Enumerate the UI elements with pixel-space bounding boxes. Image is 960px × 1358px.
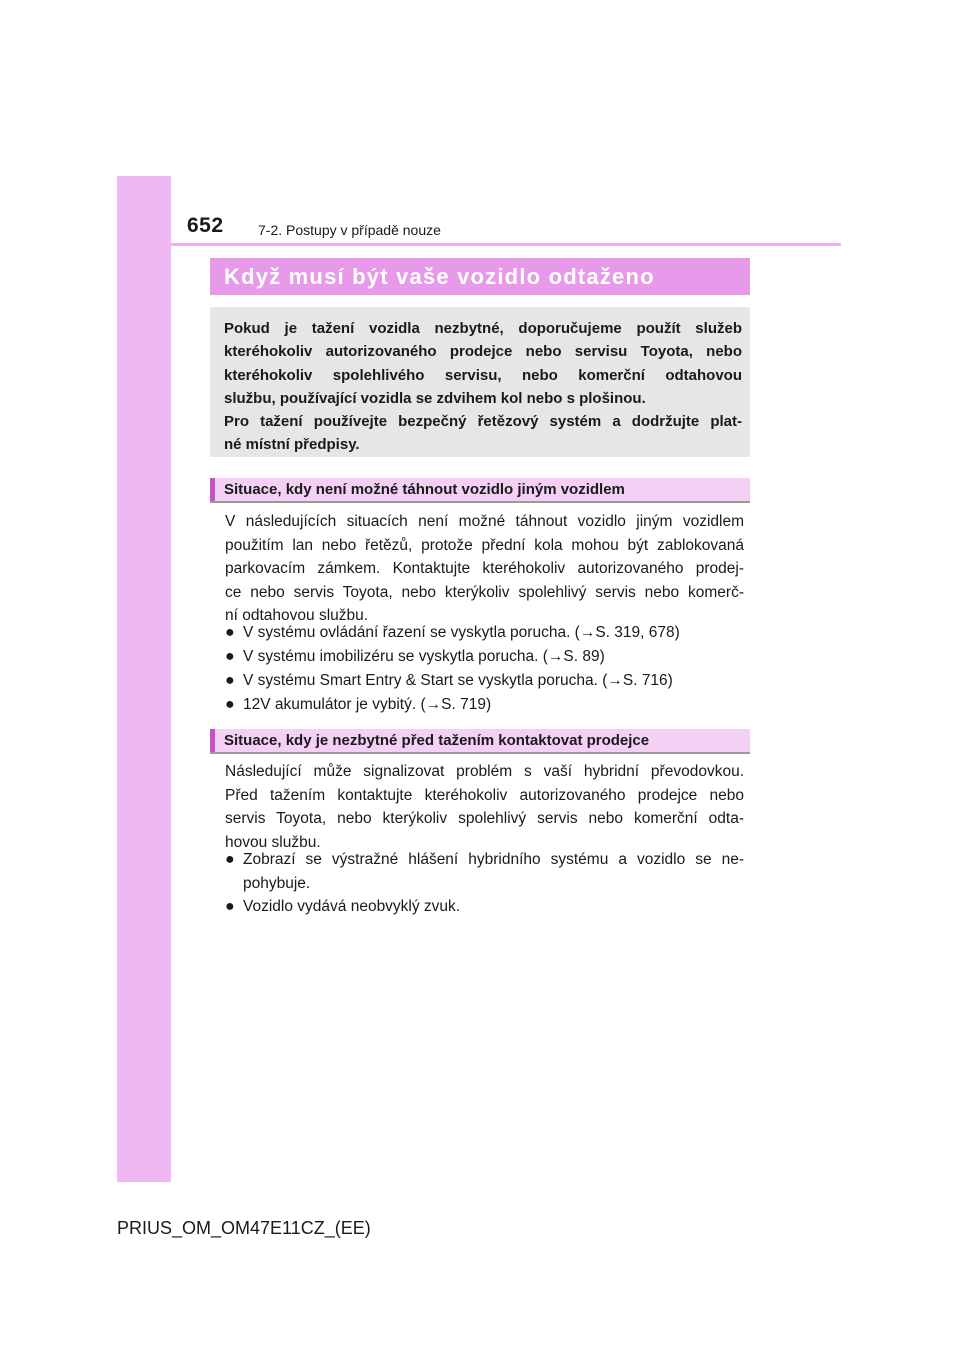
section-header: 7-2. Postupy v případě nouze	[258, 222, 441, 238]
list-item	[225, 693, 744, 717]
chapter-tab-sidebar	[117, 176, 171, 1182]
paragraph-line: ní odtahovou službu.	[225, 607, 369, 624]
paragraph-line: Před tažením kontaktujte kteréhokoliv autorizovaného prodejce nebo	[225, 786, 744, 804]
section1-paragraph	[225, 510, 744, 628]
section2-paragraph	[225, 760, 744, 854]
intro-line: né místní předpisy.	[224, 436, 360, 454]
bullet-icon: ●	[225, 898, 235, 915]
subheading-no-towing	[210, 478, 750, 503]
subheading-text: Situace, kdy je nezbytné před tažením kontaktovat prodejce	[224, 732, 650, 749]
paragraph-line: Následující může signalizovat problém s vaší hybridní převodovkou.	[225, 763, 744, 780]
subheading-contact-dealer	[210, 729, 750, 754]
intro-line: Pro tažení používejte bezpečný řetězový systém a dodržujte plat-	[224, 413, 742, 431]
bullet-icon: ●	[225, 624, 235, 641]
bullet-text: V systému ovládání řazení se vyskytla porucha. (→S. 319, 678)	[243, 624, 680, 641]
bullet-text: pohybuje.	[243, 874, 311, 892]
paragraph-line: parkovacím zámkem. Kontaktujte kteréhokoliv autorizovaného prodej-	[225, 560, 744, 577]
intro-line: Pokud je tažení vozidla nezbytné, doporučujeme použít služeb	[224, 320, 742, 337]
list-item	[225, 645, 744, 669]
bullet-text: Zobrazí se výstražné hlášení hybridního systému a vozidlo se ne-	[243, 851, 744, 868]
document-code-footer: PRIUS_OM_OM47E11CZ_(EE)	[117, 1218, 371, 1238]
bullet-icon: ●	[225, 696, 235, 713]
list-item	[225, 895, 744, 919]
bullet-text: V systému Smart Entry & Start se vyskytla porucha. (→S. 716)	[243, 672, 673, 689]
intro-line: kteréhokoliv spolehlivého servisu, nebo komerční odtahovou	[224, 366, 742, 384]
bullet-icon: ●	[225, 672, 235, 689]
paragraph-line: hovou službu.	[225, 833, 321, 851]
list-item	[225, 669, 744, 693]
paragraph-line: použitím lan nebo řetězů, protože přední kola mohou být zablokovaná	[225, 536, 744, 554]
subheading-text: Situace, kdy není možné táhnout vozidlo jiným vozidlem	[224, 481, 625, 498]
page-number: 652	[187, 214, 224, 237]
bullet-text: 12V akumulátor je vybitý. (→S. 719)	[243, 696, 492, 713]
list-item	[225, 621, 744, 645]
paragraph-line: servis Toyota, nebo kterýkoliv spolehlivý servis nebo komerční odta-	[225, 810, 744, 827]
bullet-icon: ●	[225, 648, 235, 665]
bullet-text: V systému imobilizéru se vyskytla porucha. (→S. 89)	[243, 648, 605, 665]
page-title: Když musí být vaše vozidlo odtaženo	[224, 263, 655, 289]
intro-box	[210, 307, 750, 457]
page-title-bar	[210, 258, 750, 295]
bullet-text: Vozidlo vydává neobvyklý zvuk.	[243, 898, 461, 915]
list-item	[225, 848, 744, 895]
bullet-icon: ●	[225, 851, 235, 868]
paragraph-line: ce nebo servis Toyota, nebo kterýkoliv spolehlivý servis nebo komerč-	[225, 583, 744, 601]
header-divider	[171, 243, 841, 246]
paragraph-line: V následujících situacích není možné táhnout vozidlo jiným vozidlem	[225, 513, 744, 530]
intro-line: kteréhokoliv autorizovaného prodejce nebo servisu Toyota, nebo	[224, 343, 742, 361]
intro-line: službu, používající vozidla se zdvihem kol nebo s plošinou.	[224, 389, 646, 407]
